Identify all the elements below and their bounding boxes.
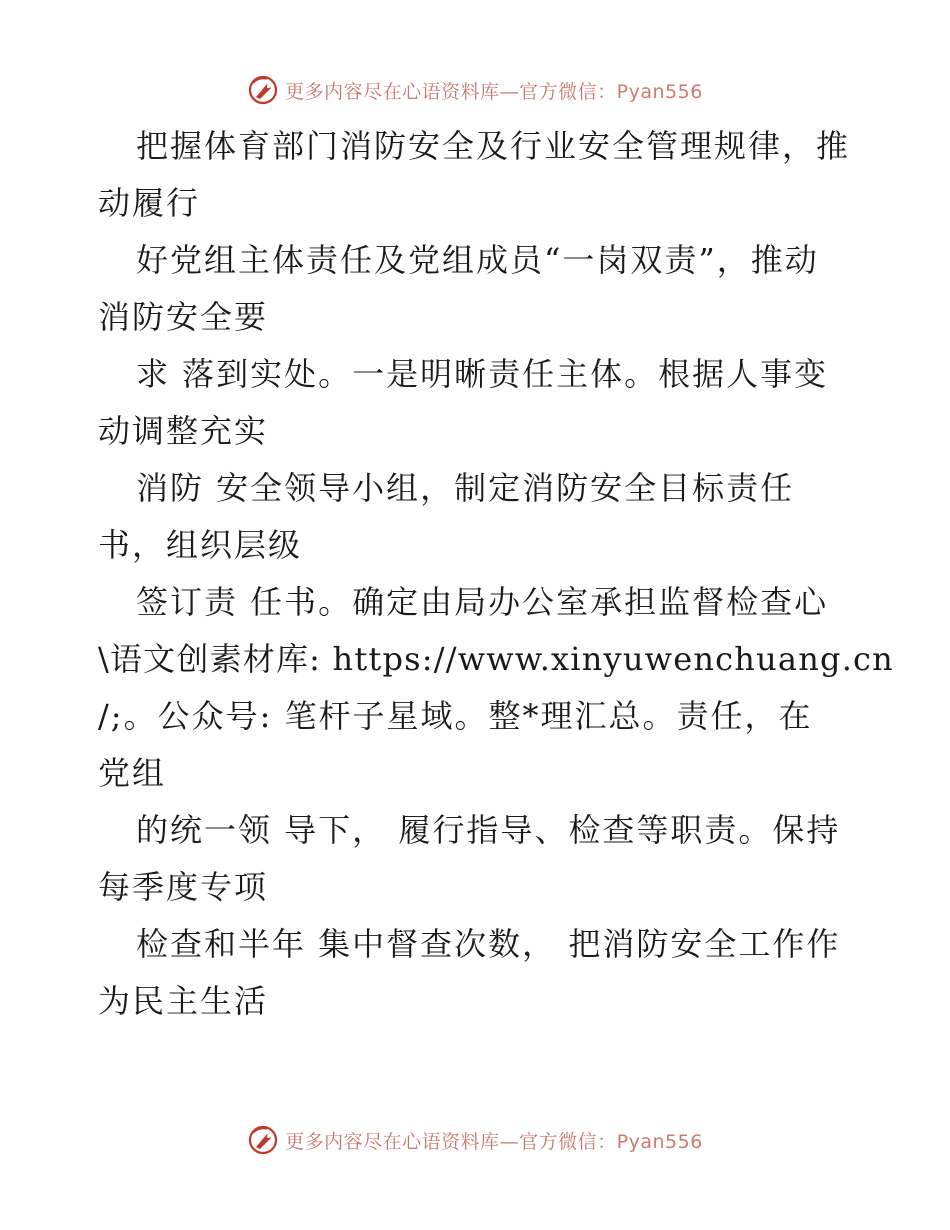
watermark-text: 更多内容尽在心语资料库—官方微信：Pyan556 <box>285 1130 703 1153</box>
text-line: 签订责 任书。确定由局办公室承担监督检查心 <box>136 583 829 621</box>
text-line: 动履行 <box>98 184 201 222</box>
text-line: 消防 安全领导小组，制定消防安全目标责任 <box>136 469 795 507</box>
text-line: 书，组织层级 <box>98 526 303 564</box>
document-body <box>98 118 894 1030</box>
text-line: 好党组主体责任及党组成员“一岗双责”，推动 <box>136 241 819 279</box>
pen-nib-circle-icon <box>247 1124 279 1156</box>
text-line: 动调整充实 <box>98 412 269 450</box>
pen-nib-circle-icon <box>247 74 279 106</box>
text-line: 求 落到实处。一是明晰责任主体。根据人事变 <box>136 355 829 393</box>
footer-watermark <box>0 1120 950 1160</box>
text-line: 消防安全要 <box>98 298 269 336</box>
text-line: 的统一领 导下， 履行指导、检查等职责。保持 <box>136 811 841 849</box>
watermark-text: 更多内容尽在心语资料库—官方微信：Pyan556 <box>285 80 703 103</box>
text-line: 党组 <box>98 754 167 792</box>
text-line-url: \语文创素材库: https://www.xinyuwenchuang.cn <box>98 640 894 678</box>
text-line: 把握体育部门消防安全及行业安全管理规律，推 <box>136 127 851 165</box>
text-line: 检查和半年 集中督查次数， 把消防安全工作作 <box>136 925 841 963</box>
header-watermark <box>0 70 950 110</box>
text-line: /;。公众号: 笔杆子星域。整*理汇总。责任，在 <box>98 697 813 735</box>
text-line: 每季度专项 <box>98 868 269 906</box>
text-line: 为民主生活 <box>98 982 269 1020</box>
